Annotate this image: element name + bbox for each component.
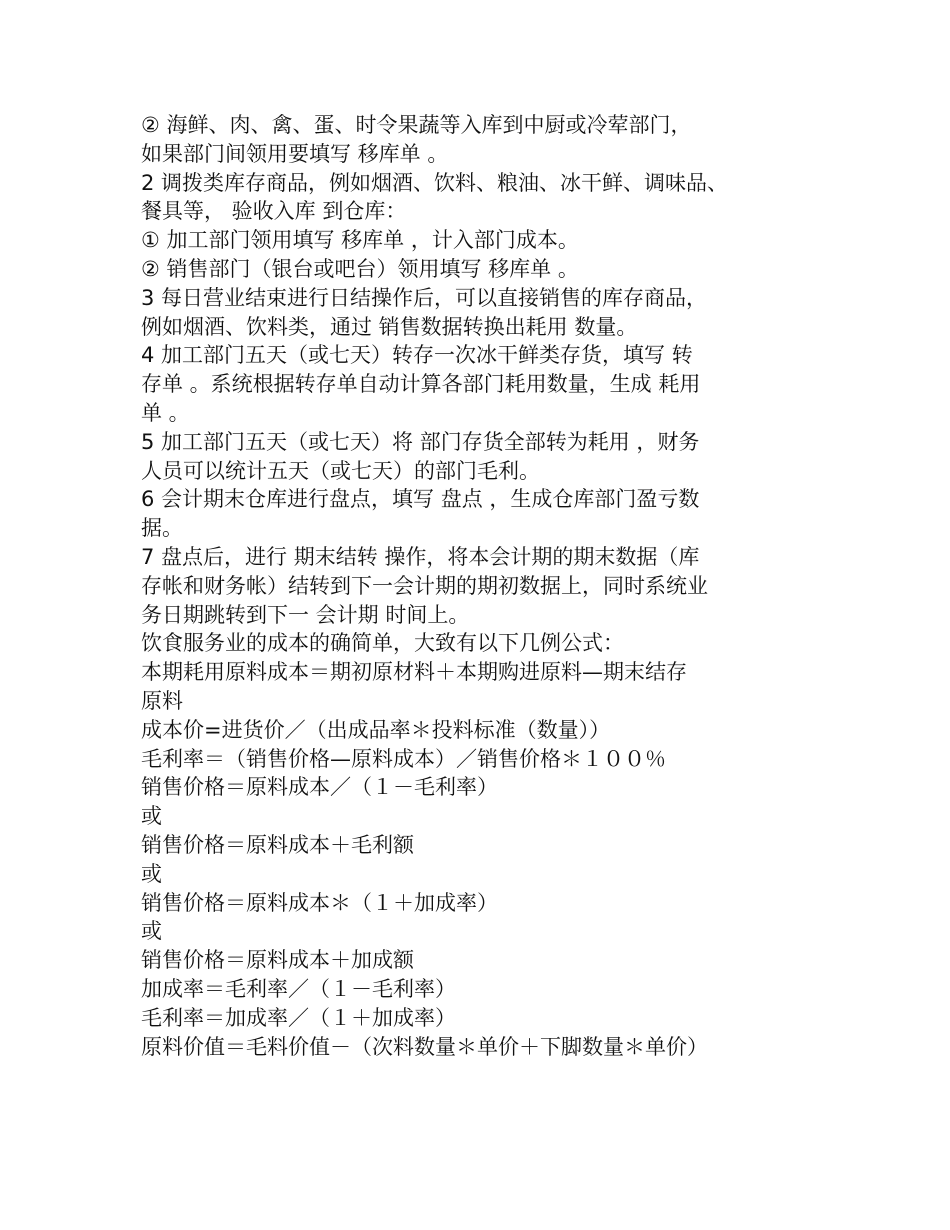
formula-line: 原料价值＝毛料价值－（次料数量＊单价＋下脚数量＊单价） <box>141 1034 708 1059</box>
text-line: 单 。 <box>141 400 190 425</box>
text-line: 5 加工部门五天（或七天）将 部门存货全部转为耗用 ，财务 <box>141 429 700 454</box>
text-line: ② 销售部门（银台或吧台）领用填写 移库单 。 <box>141 256 579 281</box>
formula-line: 或 <box>141 804 162 829</box>
formula-line: 销售价格＝原料成本＋加成额 <box>141 948 414 973</box>
formula-line: 或 <box>141 861 162 886</box>
text-line: 7 盘点后，进行 期末结转 操作，将本会计期的期末数据（库 <box>141 544 700 569</box>
text-line: 据。 <box>141 516 183 541</box>
formula-line: 本期耗用原料成本＝期初原材料＋本期购进原料—期末结存 <box>141 660 687 685</box>
text-line: 饮食服务业的成本的确简单，大致有以下几例公式： <box>141 631 624 656</box>
text-line: 务日期跳转到下一 会计期 时间上。 <box>141 602 470 627</box>
formula-line: 销售价格＝原料成本／（１－毛利率） <box>141 775 498 800</box>
formula-line: 毛利率＝（销售价格—原料成本）／销售价格＊１００％ <box>141 746 666 771</box>
formula-line: 成本价=进货价／（出成品率＊投料标准（数量）） <box>141 717 611 742</box>
formula-line: 毛利率＝加成率／（１＋加成率） <box>141 1005 456 1030</box>
text-line: 6 会计期末仓库进行盘点，填写 盘点 ，生成仓库部门盈亏数 <box>141 487 700 512</box>
formula-line: 原料 <box>141 688 183 713</box>
text-line: 3 每日营业结束进行日结操作后，可以直接销售的库存商品， <box>141 285 708 310</box>
text-line: 存帐和财务帐）结转到下一会计期的期初数据上，同时系统业 <box>141 573 708 598</box>
text-line: ② 海鲜、肉、禽、蛋、时令果蔬等入库到中厨或冷荤部门， <box>141 113 692 137</box>
document-body <box>141 111 831 1061</box>
formula-line: 加成率＝毛利率／（１－毛利率） <box>141 976 456 1001</box>
text-line: 餐具等， 验收入库 到仓库： <box>141 199 407 224</box>
text-line: 例如烟酒、饮料类，通过 销售数据转换出耗用 数量。 <box>141 314 638 339</box>
text-line: ① 加工部门领用填写 移库单 ，计入部门成本。 <box>141 228 579 253</box>
formula-line: 销售价格＝原料成本＊（１＋加成率） <box>141 890 498 915</box>
formula-line: 或 <box>141 919 162 944</box>
text-line: 如果部门间领用要填写 移库单 。 <box>141 141 449 166</box>
text-line: 4 加工部门五天（或七天）转存一次冰干鲜类存货，填写 转 <box>141 343 693 368</box>
text-line: 存单 。系统根据转存单自动计算各部门耗用数量，生成 耗用 <box>141 372 701 397</box>
formula-line: 销售价格＝原料成本＋毛利额 <box>141 832 414 857</box>
text-line: 人员可以统计五天（或七天）的部门毛利。 <box>141 458 540 483</box>
text-line: 2 调拨类库存商品，例如烟酒、饮料、粮油、冰干鲜、调味品、 <box>141 170 729 195</box>
